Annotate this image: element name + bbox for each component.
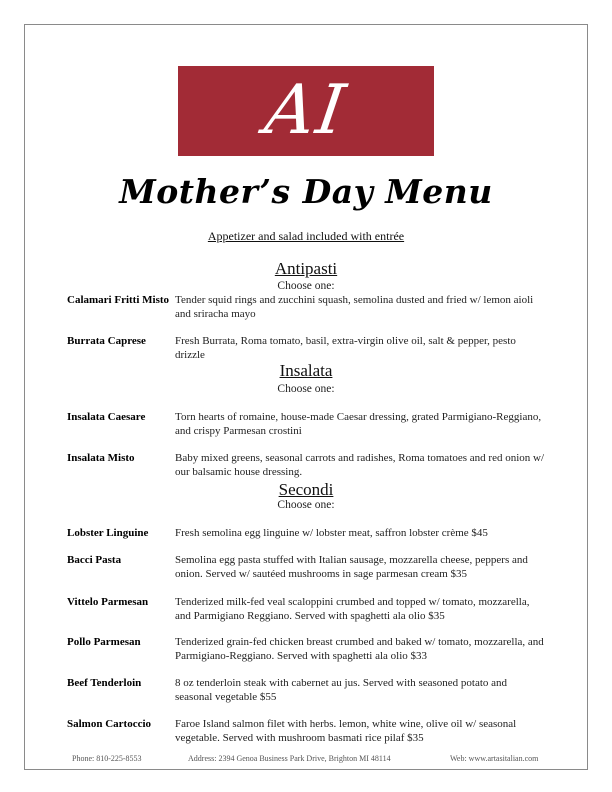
logo-text: AI (260, 71, 352, 150)
item-description: Fresh semolina egg linguine w/ lobster meat, saffron lobster crème $45 (175, 527, 488, 539)
section-heading-insalata: Insalata (279, 361, 333, 380)
item-description: 8 oz tenderloin steak with cabernet au jus. Served with seasoned potato and seasonal vegetable $55 (175, 677, 508, 703)
item-name: Insalata Caesare (67, 411, 146, 423)
item-name: Calamari Fritti Misto (67, 294, 170, 306)
item-name: Insalata Misto (67, 452, 135, 464)
item-name: Bacci Pasta (67, 554, 122, 566)
item-name: Burrata Caprese (67, 335, 146, 347)
item-description: Tender squid rings and zucchini squash, semolina dusted and fried w/ lemon aioli and sriracha mayo (175, 294, 534, 320)
item-name: Salmon Cartoccio (67, 718, 152, 730)
item-name: Pollo Parmesan (67, 636, 141, 648)
item-description: Baby mixed greens, seasonal carrots and radishes, Roma tomatoes and red onion w/ our balsamic house dressing. (175, 452, 545, 478)
item-description: Faroe Island salmon filet with herbs. lemon, white wine, olive oil w/ seasonal vegetable. Served with mushroom basmati rice pilaf $35 (175, 718, 517, 744)
menu-title: Mother’s Day Menu (119, 172, 493, 211)
choose-one-antipasti: Choose one: (277, 280, 335, 292)
footer-phone: Phone: 810-225-8553 (72, 754, 142, 763)
item-description: Torn hearts of romaine, house-made Caesar dressing, grated Parmigiano-Reggiano, and crispy Parmesan crostini (175, 411, 542, 437)
choose-one-secondi: Choose one: (277, 499, 335, 511)
item-description: Fresh Burrata, Roma tomato, basil, extra-virgin olive oil, salt & pepper, pesto drizzle (175, 335, 516, 361)
item-description: Semolina egg pasta stuffed with Italian sausage, mozzarella cheese, peppers and onion. Served w/ sautéed mushrooms in sage parmesan cream $35 (175, 554, 528, 580)
item-name: Vittelo Parmesan (67, 596, 149, 608)
brand-logo (178, 66, 434, 156)
item-description: Tenderized grain-fed chicken breast crumbed and baked w/ tomato, mozzarella, and Parmigiano-Reggiano. Served with spaghetti ala olio $33 (175, 636, 544, 662)
menu-subtitle: Appetizer and salad included with entrée (207, 229, 405, 243)
section-heading-secondi: Secondi (278, 480, 334, 499)
footer-address: Address: 2394 Genoa Business Park Drive, Brighton MI 48114 (188, 754, 391, 763)
footer-web: Web: www.artasitalian.com (450, 754, 539, 763)
section-heading-antipasti: Antipasti (274, 259, 338, 278)
item-name: Beef Tenderloin (67, 677, 142, 689)
item-description: Tenderized milk-fed veal scaloppini crumbed and topped w/ tomato, mozzarella, and Parmigiano Reggiano. Served with spaghetti ala olio $35 (175, 596, 530, 622)
item-name: Lobster Linguine (67, 527, 149, 539)
choose-one-insalata: Choose one: (277, 383, 335, 395)
